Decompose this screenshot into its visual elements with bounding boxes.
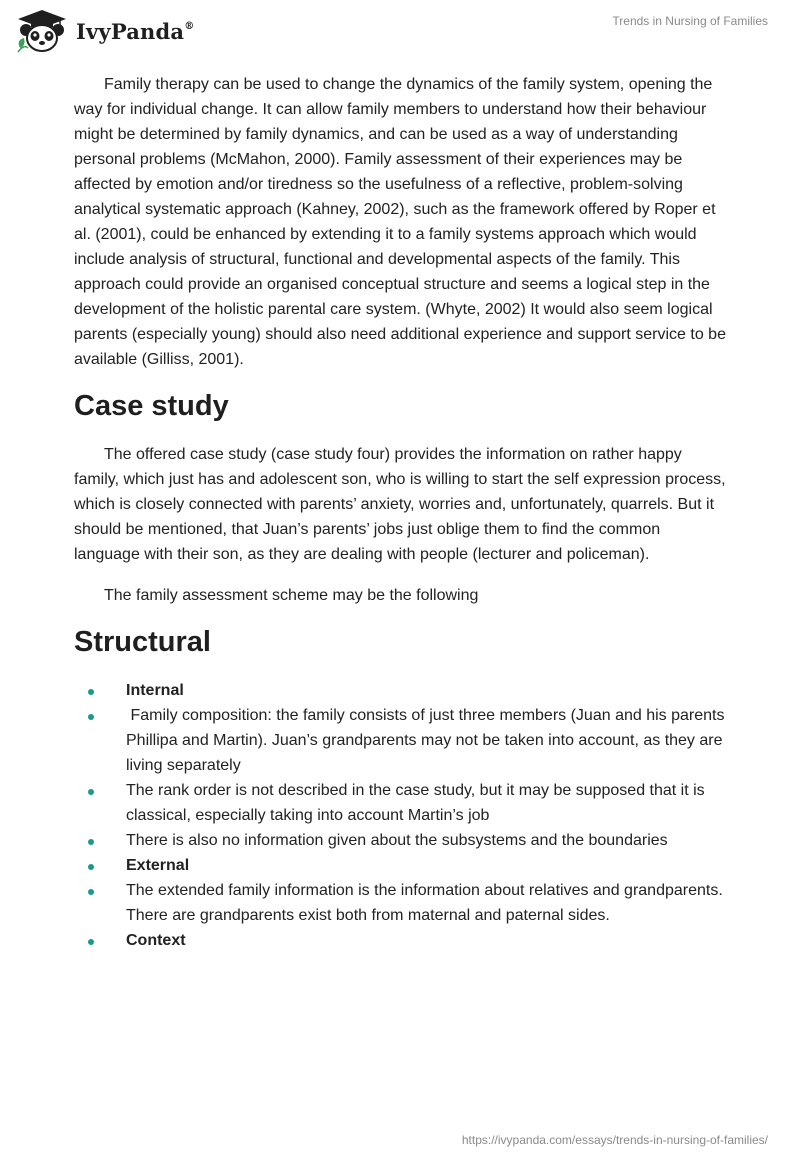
bullet-dot-icon [88, 939, 94, 945]
page-header [0, 0, 800, 64]
bullet-dot-icon [88, 689, 94, 695]
panda-graduate-icon [14, 8, 70, 54]
list-item: Internal [74, 678, 728, 703]
structural-heading: Structural [74, 626, 211, 658]
source-url-link[interactable]: https://ivypanda.com/essays/trends-in-nursing-of-families/ [461, 1133, 768, 1147]
list-item: Family composition: the family consists of just three members (Juan and his parents Phillipa and Martin). Juan’s grandparents may not be taken into account, as they are living separately [74, 703, 728, 778]
bullet-dot-icon [88, 864, 94, 870]
ivypanda-logo[interactable] [14, 8, 194, 54]
bullet-dot-icon [88, 839, 94, 845]
case-study-paragraph: The offered case study (case study four) provides the information on rather happy family, which just has and adolescent son, who is willing to start the self expression process, which is closely connected with parents’ anxiety, worries and, unfortunately, quarrels. But it should be mentioned, that Juan’s parents’ jobs just oblige them to find the common language with their son, as they are dealing with people (lecturer and policeman). [74, 446, 726, 563]
intro-paragraph: Family therapy can be used to change the dynamics of the family system, opening the way for individual change. It can allow family members to understand how their behaviour might be determined by family dynamics, and can be used as a way of understanding personal problems (McMahon, 2000). Family assessment of their experiences may be affected by emotion and/or tiredness so the usefulness of a reflective, problem-solving analytical systematic approach (Kahney, 2002), such as the framework offered by Roper et al. (2001), could be enhanced by extending it to a family systems approach which would include analysis of structural, functional and developmental aspects of the family. This approach could provide an organised conceptual structure and seems a logical step in the development of the holistic parental care system. (Whyte, 2002) It would also seem logical parents (especially young) should also need additional experience and support service to be available (Gilliss, 2001). [74, 76, 726, 368]
bullet-dot-icon [88, 714, 94, 720]
bullet-dot-icon [88, 889, 94, 895]
list-item: The extended family information is the information about relatives and grandparents. There are grandparents exist both from maternal and paternal sides. [74, 878, 728, 928]
list-item: There is also no information given about the subsystems and the boundaries [74, 828, 728, 853]
list-item: Context [74, 928, 728, 953]
structural-list [74, 678, 728, 953]
logo-text: IvyPanda® [76, 18, 195, 44]
list-item: External [74, 853, 728, 878]
case-study-heading: Case study [74, 390, 229, 422]
essay-content [74, 72, 728, 953]
document-title: Trends in Nursing of Families [612, 14, 768, 28]
scheme-paragraph: The family assessment scheme may be the following [104, 587, 479, 604]
list-item: The rank order is not described in the case study, but it may be supposed that it is classical, especially taking into account Martin’s job [74, 778, 728, 828]
bullet-dot-icon [88, 789, 94, 795]
